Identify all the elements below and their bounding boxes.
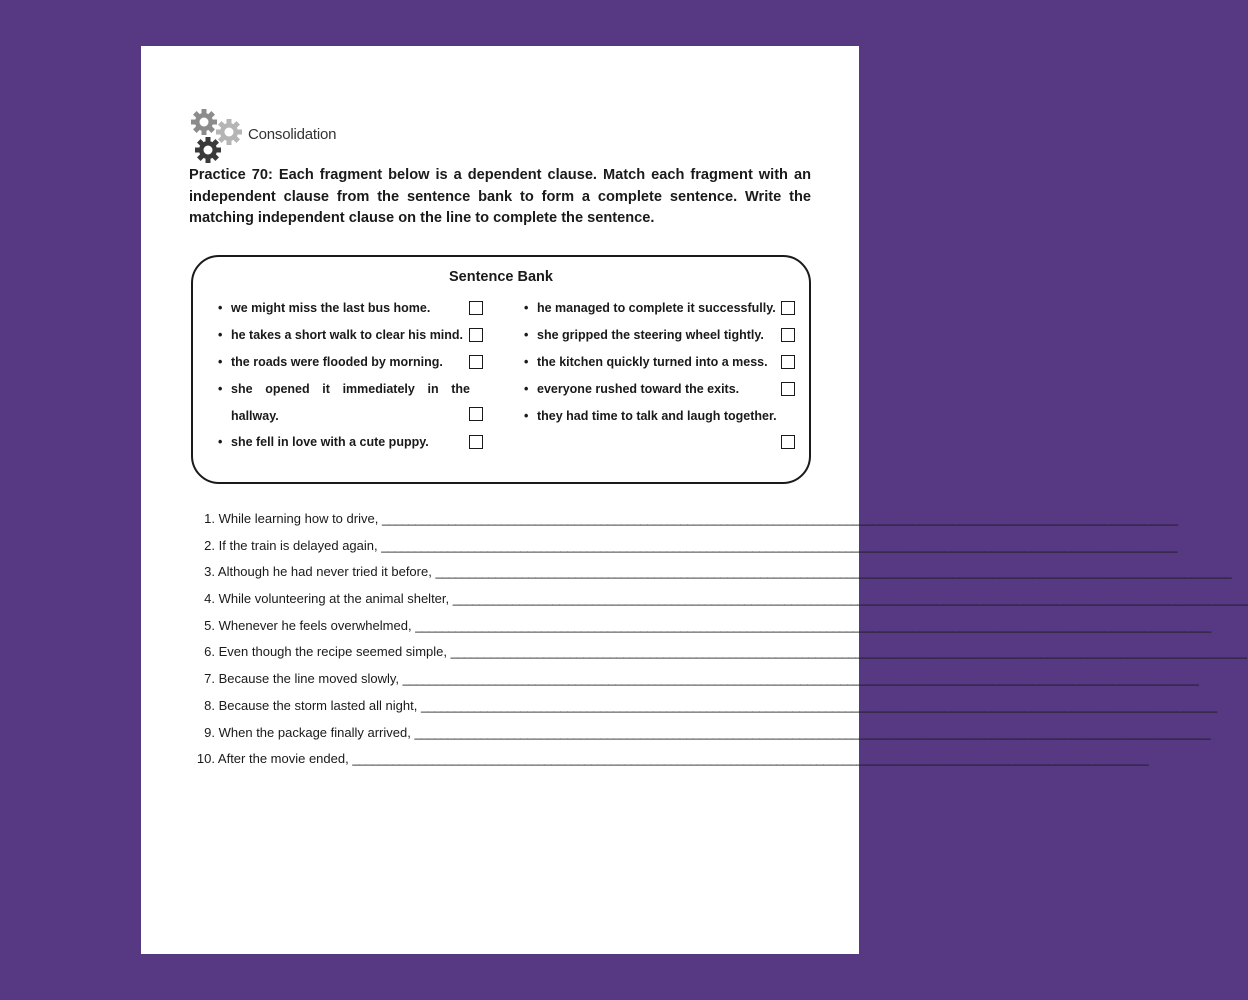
answer-line[interactable]: ________________________________________________________________________________________________________________________ <box>381 511 1178 526</box>
exercise-list <box>189 506 1248 773</box>
checkbox[interactable] <box>781 355 795 369</box>
checkbox[interactable] <box>469 407 483 421</box>
bank-item: • everyone rushed toward the exits. <box>537 376 781 403</box>
bullet: • <box>218 382 223 396</box>
bank-item: • the roads were flooded by morning. <box>231 349 471 376</box>
exercise-item: 3. Although he had never tried it before, ________________________________________________________________________________________________________________________ <box>204 564 1232 580</box>
bullet: • <box>218 301 223 315</box>
answer-line[interactable]: ________________________________________________________________________________________________________________________ <box>402 671 1199 687</box>
bullet: • <box>524 382 529 396</box>
checkbox[interactable] <box>781 301 795 315</box>
answer-line[interactable]: ________________________________________________________________________________________________________________________ <box>435 564 1232 580</box>
bank-item: • she opened it immediately in the hallway. <box>231 376 470 429</box>
exercise-item: 1. While learning how to drive, ________________________________________________________________________________________________________________________ <box>204 511 1178 526</box>
gears-icon <box>189 108 245 166</box>
bullet: • <box>524 355 529 369</box>
bank-item: • he managed to complete it successfully. <box>537 295 781 322</box>
bank-item: • the kitchen quickly turned into a mess. <box>537 349 781 376</box>
instructions: Practice 70: Each fragment below is a dependent clause. Match each fragment with an independent clause from the sentence bank to form a complete sentence. Write the matching independent clause on the line to complete the sentence. <box>189 167 811 226</box>
bank-item: • they had time to talk and laugh together. <box>537 403 780 430</box>
section-title: Consolidation <box>248 126 337 143</box>
answer-line[interactable]: ________________________________________________________________________________________________________________________ <box>415 617 1211 633</box>
answer-line[interactable]: ________________________________________________________________________________________________________________________ <box>414 724 1211 740</box>
sentence-bank-title: Sentence Bank <box>449 269 553 285</box>
answer-line[interactable]: ________________________________________________________________________________________________________________________ <box>420 697 1217 713</box>
exercise-item: 2. If the train is delayed again, ________________________________________________________________________________________________________________________ <box>204 537 1177 553</box>
checkbox[interactable] <box>781 328 795 342</box>
checkbox[interactable] <box>469 355 483 369</box>
worksheet-page <box>141 46 1248 954</box>
checkbox[interactable] <box>469 435 483 449</box>
answer-line[interactable]: ________________________________________________________________________________________________________________________ <box>352 751 1148 767</box>
checkbox[interactable] <box>469 301 483 315</box>
bank-item: • we might miss the last bus home. <box>231 295 471 322</box>
answer-line[interactable]: ________________________________________________________________________________________________________________________ <box>452 591 1248 607</box>
exercise-item: 10. After the movie ended, ________________________________________________________________________________________________________________________ <box>196 751 1148 767</box>
exercise-item: 7. Because the line moved slowly, ________________________________________________________________________________________________________________________ <box>204 671 1199 687</box>
exercise-item: 6. Even though the recipe seemed simple, ________________________________________________________________________________________________________________________ <box>204 644 1247 660</box>
bank-item: • she fell in love with a cute puppy. <box>231 429 471 456</box>
answer-line[interactable]: ________________________________________________________________________________________________________________________ <box>381 537 1177 553</box>
section-header <box>189 108 489 166</box>
exercise-item: 8. Because the storm lasted all night, ________________________________________________________________________________________________________________________ <box>204 697 1217 713</box>
exercise-item: 4. While volunteering at the animal shelter, ________________________________________________________________________________________________________________________ <box>204 591 1248 607</box>
checkbox[interactable] <box>469 328 483 342</box>
bullet: • <box>218 435 223 449</box>
exercise-item: 5. Whenever he feels overwhelmed, ________________________________________________________________________________________________________________________ <box>204 617 1211 633</box>
bank-item: • she gripped the steering wheel tightly. <box>537 322 781 349</box>
bullet: • <box>524 301 529 315</box>
bullet: • <box>218 355 223 369</box>
bullet: • <box>218 328 223 342</box>
bank-item: • he takes a short walk to clear his mind. <box>231 322 471 349</box>
checkbox[interactable] <box>781 435 795 449</box>
checkbox[interactable] <box>781 382 795 396</box>
sentence-bank <box>191 255 811 484</box>
answer-line[interactable]: ________________________________________________________________________________________________________________________ <box>450 644 1247 660</box>
bullet: • <box>524 409 529 423</box>
bullet: • <box>524 328 529 342</box>
exercise-item: 9. When the package finally arrived, ________________________________________________________________________________________________________________________ <box>204 724 1211 740</box>
